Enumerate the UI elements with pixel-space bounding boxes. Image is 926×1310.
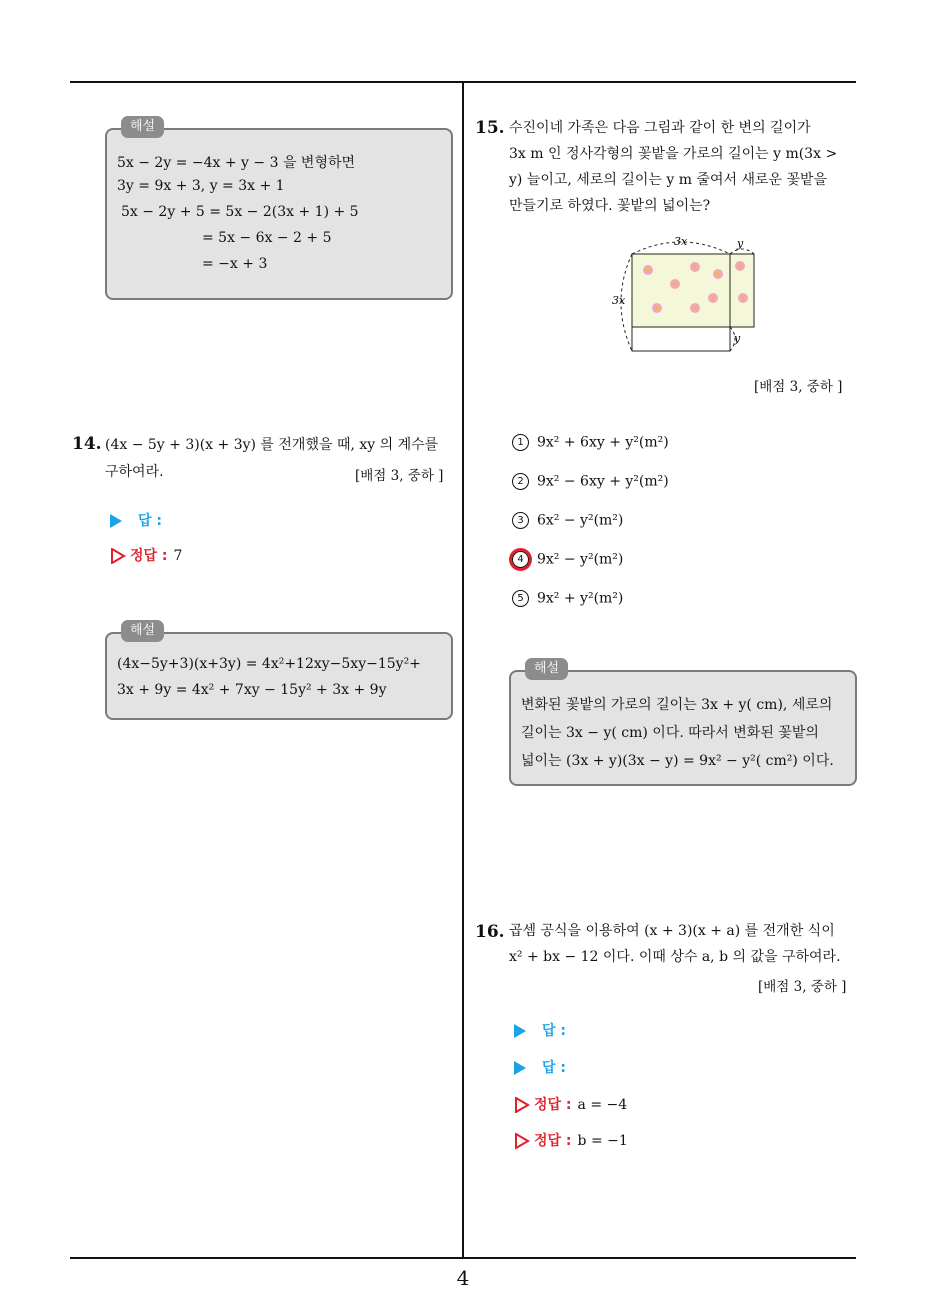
solution-line: 변화된 꽃밭의 가로의 길이는 3x + y( cm), 세로의 <box>521 697 833 713</box>
choice-number-5: 5 <box>512 590 529 607</box>
question-text: 곱셈 공식을 이용하여 (x + 3)(x + a) 를 전개한 식이 <box>509 923 835 939</box>
column-divider <box>462 82 464 1258</box>
figure-label-top: 3x <box>674 235 688 248</box>
outline-arrow-icon <box>514 1097 530 1113</box>
question-meta: [배점 3, 중하 ] <box>754 379 843 395</box>
solution-line: 넓이는 (3x + y)(3x − y) = 9x² − y²( cm²) 이다. <box>521 753 834 769</box>
solution-line: 길이는 3x − y( cm) 이다. 따라서 변화된 꽃밭의 <box>521 725 819 741</box>
question-text: 만들기로 하였다. 꽃밭의 넓이는? <box>509 198 711 214</box>
question-text: 구하여라. <box>105 464 164 480</box>
solution-line: 5x − 2y + 5 = 5x − 2(3x + 1) + 5 <box>121 204 359 220</box>
answer-input-row[interactable] <box>110 510 162 530</box>
choice-5[interactable] <box>512 590 623 607</box>
play-arrow-icon <box>514 1061 526 1075</box>
figure-label-right: y <box>737 237 744 250</box>
solution-box-14 <box>105 623 453 720</box>
correct-label: 정답 : <box>130 548 168 564</box>
solution-line: 3x + 9y = 4x² + 7xy − 15y² + 3x + 9y <box>117 682 387 698</box>
solution-tag: 해설 <box>121 116 164 138</box>
choice-number-1: 1 <box>512 434 529 451</box>
question-meta: [배점 3, 중하 ] <box>758 979 847 995</box>
choice-text: 9x² − y²(m²) <box>537 551 624 568</box>
choice-2[interactable] <box>512 473 669 490</box>
figure-label-left: 3x <box>612 294 626 307</box>
correct-answer-row-a <box>514 1094 627 1114</box>
correct-answer-row <box>110 545 182 565</box>
choice-3[interactable] <box>512 512 623 529</box>
outline-arrow-icon <box>514 1133 530 1149</box>
solution-line: = −x + 3 <box>202 256 268 272</box>
solution-box-13 <box>105 119 453 300</box>
solution-tag: 해설 <box>525 658 568 680</box>
choice-number-4: 4 <box>512 551 529 568</box>
correct-value: a = −4 <box>577 1097 628 1113</box>
choice-text: 9x² + 6xy + y²(m²) <box>537 434 669 451</box>
correct-value: 7 <box>173 548 183 564</box>
solution-line: = 5x − 6x − 2 + 5 <box>202 230 332 246</box>
correct-value: b = −1 <box>577 1133 628 1149</box>
page-number: 4 <box>456 1266 470 1290</box>
question-text: (4x − 5y + 3)(x + 3y) 를 전개했을 때, xy 의 계수를 <box>105 437 439 453</box>
solution-line: 5x − 2y = −4x + y − 3 을 변형하면 <box>117 155 356 171</box>
question-number: 15. <box>475 118 505 138</box>
answer-label: 답 : <box>138 513 162 529</box>
question-text: x² + bx − 12 이다. 이때 상수 a, b 의 값을 구하여라. <box>509 949 841 965</box>
answer-label: 답 : <box>542 1023 566 1039</box>
flower-bed-figure <box>600 232 770 357</box>
play-arrow-icon <box>110 514 122 528</box>
correct-answer-row-b <box>514 1130 628 1150</box>
choice-4[interactable] <box>512 551 623 568</box>
question-text: 수진이네 가족은 다음 그림과 같이 한 변의 길이가 <box>509 120 811 136</box>
question-meta: [배점 3, 중하 ] <box>355 468 444 484</box>
question-number: 16. <box>475 922 505 942</box>
answer-input-row-b[interactable] <box>514 1057 566 1077</box>
correct-label: 정답 : <box>534 1097 572 1113</box>
figure-label-bottom: y <box>734 332 741 345</box>
choice-text: 6x² − y²(m²) <box>537 512 624 529</box>
question-number: 14. <box>72 434 102 454</box>
choice-text: 9x² − 6xy + y²(m²) <box>537 473 669 490</box>
bottom-rule <box>70 1257 856 1259</box>
answer-input-row-a[interactable] <box>514 1020 566 1040</box>
question-text: y) 늘이고, 세로의 길이는 y m 줄여서 새로운 꽃밭을 <box>509 172 828 188</box>
solution-tag: 해설 <box>121 620 164 642</box>
choice-text: 9x² + y²(m²) <box>537 590 624 607</box>
answer-label: 답 : <box>542 1060 566 1076</box>
choice-1[interactable] <box>512 434 669 451</box>
outline-arrow-icon <box>110 548 126 564</box>
correct-label: 정답 : <box>534 1133 572 1149</box>
question-text: 3x m 인 정사각형의 꽃밭을 가로의 길이는 y m(3x > <box>509 146 838 162</box>
choice-number-2: 2 <box>512 473 529 490</box>
solution-line: 3y = 9x + 3, y = 3x + 1 <box>117 178 285 194</box>
play-arrow-icon <box>514 1024 526 1038</box>
solution-line: (4x−5y+3)(x+3y) = 4x²+12xy−5xy−15y²+ <box>117 656 421 672</box>
choice-number-3: 3 <box>512 512 529 529</box>
solution-box-15 <box>509 661 857 786</box>
